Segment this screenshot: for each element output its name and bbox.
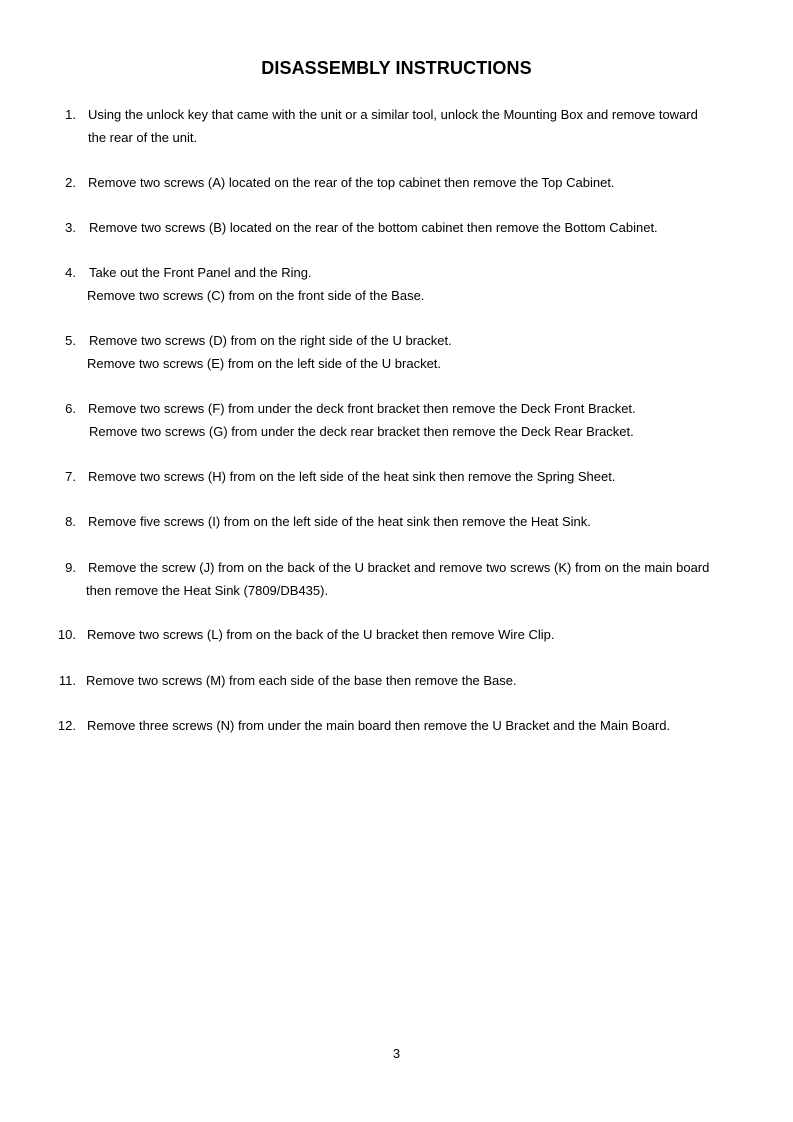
- page-title: DISASSEMBLY INSTRUCTIONS: [261, 58, 532, 78]
- step-number: 12.: [57, 718, 76, 733]
- step-text-line: Remove five screws (I) from on the left side of the heat sink then remove the Heat Sink.: [88, 514, 591, 529]
- step-text-line: Remove two screws (H) from on the left side of the heat sink then remove the Spring Sheet.: [88, 469, 616, 484]
- step-text-line: Remove two screws (A) located on the rear of the top cabinet then remove the Top Cabinet.: [88, 175, 615, 190]
- step-text-line: Remove two screws (L) from on the back of the U bracket then remove Wire Clip.: [87, 627, 555, 642]
- step-text-line: Remove two screws (B) located on the rear of the bottom cabinet then remove the Bottom Cabinet.: [89, 220, 658, 235]
- step-number: 4.: [65, 265, 76, 280]
- step-number: 5.: [65, 333, 76, 348]
- step-text-line: Remove two screws (D) from on the right side of the U bracket.: [89, 333, 452, 348]
- step-number: 9.: [65, 560, 76, 575]
- step-number: 11.: [58, 673, 76, 688]
- step-text-line: Remove two screws (E) from on the left side of the U bracket.: [87, 355, 442, 371]
- step-text-line: Using the unlock key that came with the unit or a similar tool, unlock the Mounting Box and remove toward: [88, 107, 698, 122]
- step-number: 2.: [65, 175, 76, 190]
- step-text-line: Remove two screws (G) from under the deck rear bracket then remove the Deck Rear Bracket.: [89, 423, 634, 439]
- step-number: 10.: [57, 627, 76, 642]
- step-number: 7.: [65, 469, 76, 484]
- step-number: 8.: [65, 514, 76, 529]
- step-text-line: Remove two screws (F) from under the deck front bracket then remove the Deck Front Bracket.: [88, 401, 636, 416]
- step-text-line: the rear of the unit.: [88, 129, 198, 145]
- step-text-line: Remove three screws (N) from under the main board then remove the U Bracket and the Main Board.: [87, 718, 671, 733]
- step-text-line: Remove two screws (C) from on the front side of the Base.: [87, 287, 425, 303]
- step-text-line: Remove two screws (M) from each side of the base then remove the Base.: [86, 673, 517, 688]
- step-number: 1.: [65, 107, 76, 122]
- step-number: 6.: [65, 401, 76, 416]
- step-text-line: then remove the Heat Sink (7809/DB435).: [86, 582, 329, 598]
- step-text-line: Take out the Front Panel and the Ring.: [89, 265, 312, 280]
- step-text-line: Remove the screw (J) from on the back of the U bracket and remove two screws (K) from on the main board: [88, 560, 710, 575]
- page-number: 3: [392, 1046, 401, 1061]
- step-number: 3.: [65, 220, 76, 235]
